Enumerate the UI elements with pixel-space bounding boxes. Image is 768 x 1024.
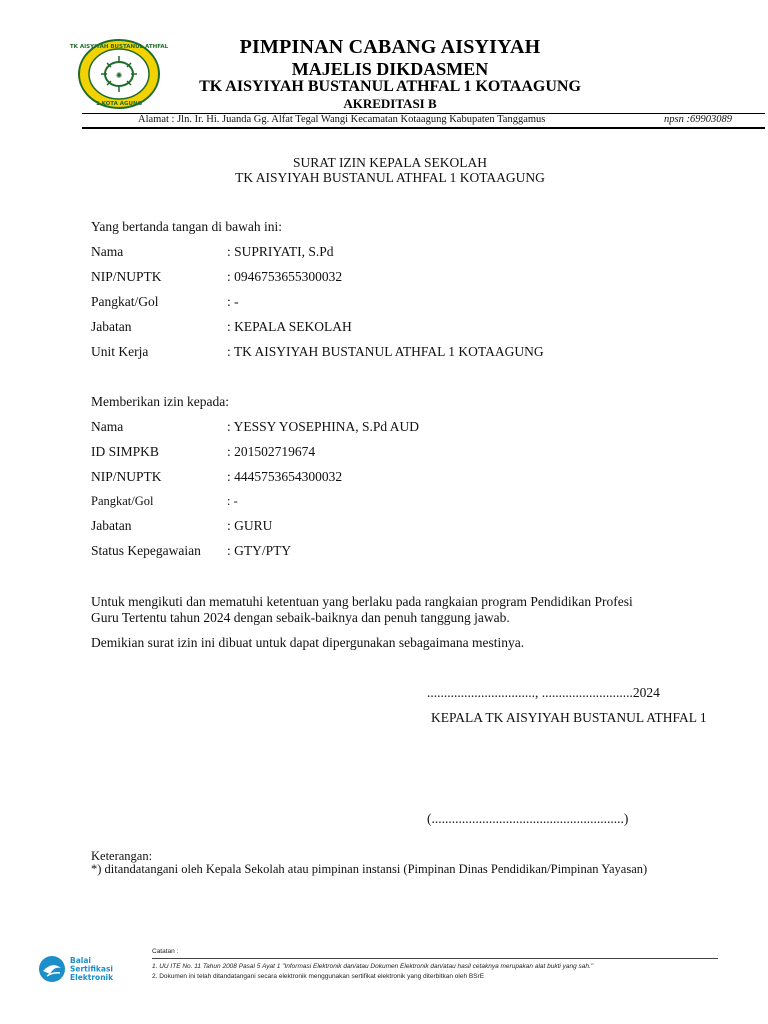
signer-value-rank: : - (227, 294, 239, 309)
letterhead-accreditation: AKREDITASI B (343, 96, 437, 111)
letter-title: SURAT IZIN KEPALA SEKOLAH (293, 155, 487, 170)
signer-label-unit: Unit Kerja (91, 344, 149, 359)
recipient-label-name: Nama (91, 419, 124, 434)
recipient-value-rank: : - (227, 494, 238, 508)
signer-value-position: : KEPALA SEKOLAH (227, 319, 352, 334)
bsre-text-line3: Elektronik (70, 973, 114, 982)
notes-line: *) ditandatangani oleh Kepala Sekolah atau pimpinan instansi (Pimpinan Dinas Pendidikan/Pimpinan Yayasan) (91, 862, 648, 876)
footer-note-1: 1. UU ITE No. 11 Tahun 2008 Pasal 5 Ayat 1 "Informasi Elektronik dan/atau Dokumen Elektronik dan/atau hasil cetaknya merupakan alat bukti yang sah." (152, 963, 594, 970)
signer-label-nip: NIP/NUPTK (91, 269, 162, 284)
recipient-label-nip: NIP/NUPTK (91, 469, 162, 484)
letterhead-npsn: npsn :69903089 (664, 114, 732, 125)
bsre-text-line1: Balai (70, 956, 91, 965)
bsre-logo (38, 954, 138, 984)
bsre-emblem-icon (38, 954, 138, 984)
signer-value-unit: : TK AISYIYAH BUSTANUL ATHFAL 1 KOTAAGUNG (227, 344, 544, 359)
signer-value-name: : SUPRIYATI, S.Pd (227, 244, 334, 259)
footer-catatan-label: Catatan : (152, 948, 179, 955)
recipient-label-simpkb: ID SIMPKB (91, 444, 159, 459)
svg-text:✺: ✺ (115, 71, 123, 80)
letterhead-address: Alamat : Jln. Ir. Hi. Juanda Gg. Alfat Tegal Wangi Kecamatan Kotaagung Kabupaten Tanggamus (138, 114, 546, 125)
recipient-value-simpkb: : 201502719674 (227, 444, 316, 459)
recipient-value-nip: : 4445753654300032 (227, 469, 343, 484)
signer-position-title: KEPALA TK AISYIYAH BUSTANUL ATHFAL 1 (431, 710, 707, 725)
footer-rule (152, 958, 718, 959)
recipient-value-status: : GTY/PTY (227, 543, 292, 558)
recipient-value-name: : YESSY YOSEPHINA, S.Pd AUD (227, 419, 420, 434)
place-date-line: ................................, ...........................2024 (427, 685, 660, 700)
signer-label-position: Jabatan (91, 319, 132, 334)
signer-intro: Yang bertanda tangan di bawah ini: (91, 219, 282, 234)
letterhead-org: PIMPINAN CABANG AISYIYAH (239, 36, 541, 58)
recipient-value-position: : GURU (227, 518, 273, 533)
letter-subtitle: TK AISYIYAH BUSTANUL ATHFAL 1 KOTAAGUNG (235, 170, 545, 185)
letterhead-school: TK AISYIYAH BUSTANUL ATHFAL 1 KOTAAGUNG (199, 78, 581, 95)
school-logo-graphic (69, 39, 169, 109)
letterhead-council: MAJELIS DIKDASMEN (291, 59, 489, 79)
recipient-label-position: Jabatan (91, 518, 132, 533)
bsre-text-line2: Sertifikasi (70, 964, 113, 974)
signer-name-placeholder: (.........................................................) (427, 811, 629, 826)
logo-text-top: TK AISYIYAH BUSTANUL ATHFAL (69, 44, 169, 50)
signer-value-nip: : 0946753655300032 (227, 269, 343, 284)
recipient-intro: Memberikan izin kepada: (91, 394, 229, 409)
school-logo (69, 39, 169, 109)
signer-label-rank: Pangkat/Gol (91, 294, 159, 309)
purpose-paragraph-line1: Untuk mengikuti dan mematuhi ketentuan yang berlaku pada rangkaian program Pendidikan Profesi (91, 594, 633, 609)
closing-paragraph: Demikian surat izin ini dibuat untuk dapat dipergunakan sebagaimana mestinya. (91, 635, 525, 650)
signer-label-name: Nama (91, 244, 124, 259)
purpose-paragraph-line2: Guru Tertentu tahun 2024 dengan sebaik-baiknya dan penuh tanggung jawab. (91, 610, 510, 625)
recipient-label-rank: Pangkat/Gol (91, 494, 154, 508)
letterhead-rule-bottom (82, 127, 765, 129)
logo-text-bottom: 1 KOTA AGUNG (95, 101, 143, 107)
notes-heading: Keterangan: (91, 849, 153, 863)
footer-note-2: 2. Dokumen ini telah ditandatangani secara elektronik menggunakan sertifikat elektronik yang diterbitkan oleh BSrE (152, 973, 485, 980)
recipient-label-status: Status Kepegawaian (91, 543, 201, 558)
